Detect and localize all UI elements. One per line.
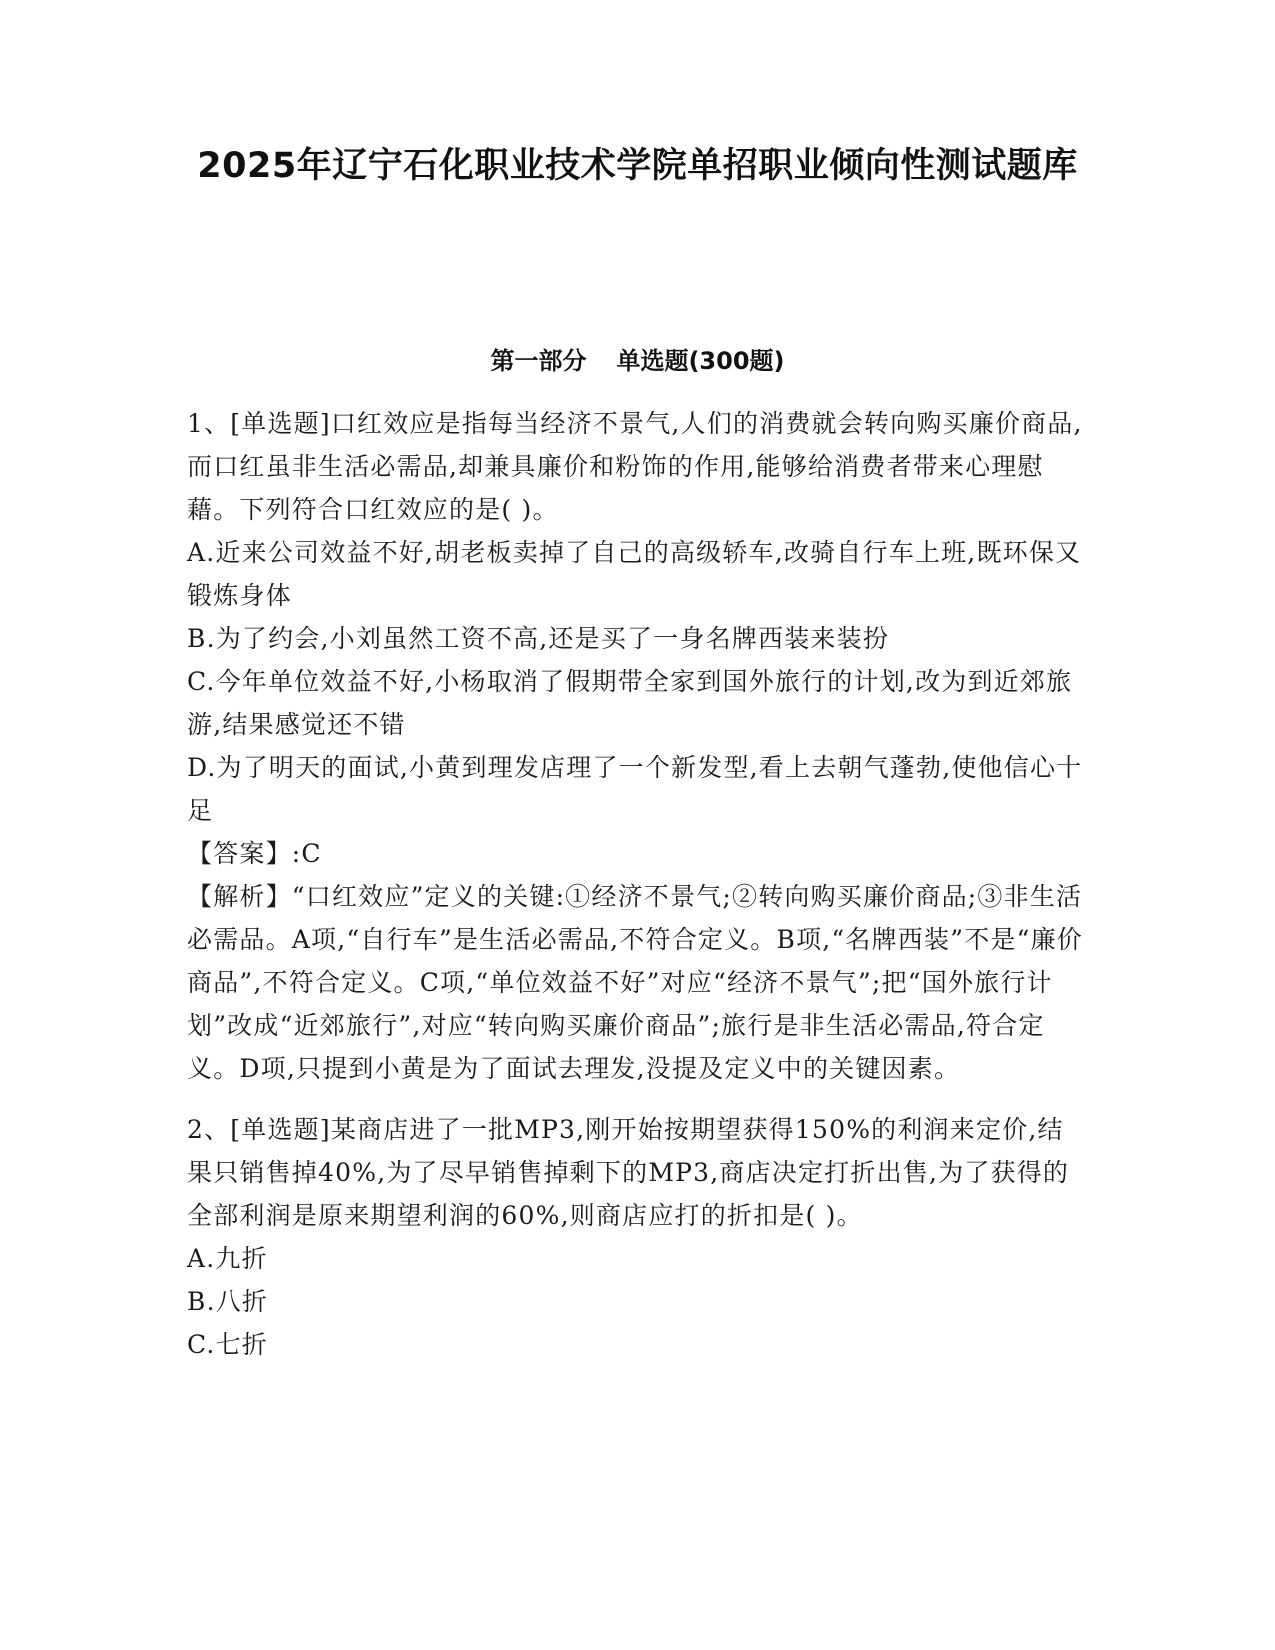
document-title: 2025年辽宁石化职业技术学院单招职业倾向性测试题库 (197, 146, 1078, 186)
option-c: C.今年单位效益不好,小杨取消了假期带全家到国外旅行的计划,改为到近郊旅游,结果感觉还不错 (187, 667, 1073, 739)
section-part: 第一部分 (490, 347, 587, 375)
section-name: 单选题(300题) (616, 347, 785, 375)
question-stem: 2、[单选题]某商店进了一批MP3,刚开始按期望获得150%的利润来定价,结果只销售掉40%,为了尽早销售掉剩下的MP3,商店决定打折出售,为了获得的全部利润是原来期望利润的60%,则商店应打的折扣是( )。 (187, 1115, 1070, 1230)
question-list (187, 402, 1083, 1384)
option-c: C.七折 (187, 1330, 268, 1359)
option-a: A.近来公司效益不好,胡老板卖掉了自己的高级轿车,改骑自行车上班,既环保又锻炼身体 (187, 538, 1082, 610)
question-stem: 1、[单选题]口红效应是指每当经济不景气,人们的消费就会转向购买廉价商品,而口红虽非生活必需品,却兼具廉价和粉饰的作用,能够给消费者带来心理慰藉。下列符合口红效应的是( )。 (187, 409, 1083, 524)
analysis-paragraph: 【解析】“口红效应”定义的关键:①经济不景气;②转向购买廉价商品;③非生活必需品。A项,“自行车”是生活必需品,不符合定义。B项,“名牌西装”不是“廉价商品”,不符合定义。C项,“单位效益不好”对应“经济不景气”;把“国外旅行计划”改成“近郊旅行”,对应“转向购买廉价商品”;旅行是非生活必需品,符合定义。D项,只提到小黄是为了面试去理发,没提及定义中的关键因素。 (187, 882, 1083, 1083)
option-d: D.为了明天的面试,小黄到理发店理了一个新发型,看上去朝气蓬勃,使他信心十足 (187, 753, 1083, 825)
answer-line: 【答案】:C (187, 839, 322, 868)
question-1 (187, 402, 1083, 1090)
option-a: A.九折 (187, 1244, 268, 1273)
option-b: B.八折 (187, 1287, 269, 1316)
section-heading (150, 344, 1125, 378)
option-b: B.为了约会,小刘虽然工资不高,还是买了一身名牌西装来装扮 (187, 624, 890, 653)
question-2 (187, 1108, 1083, 1366)
